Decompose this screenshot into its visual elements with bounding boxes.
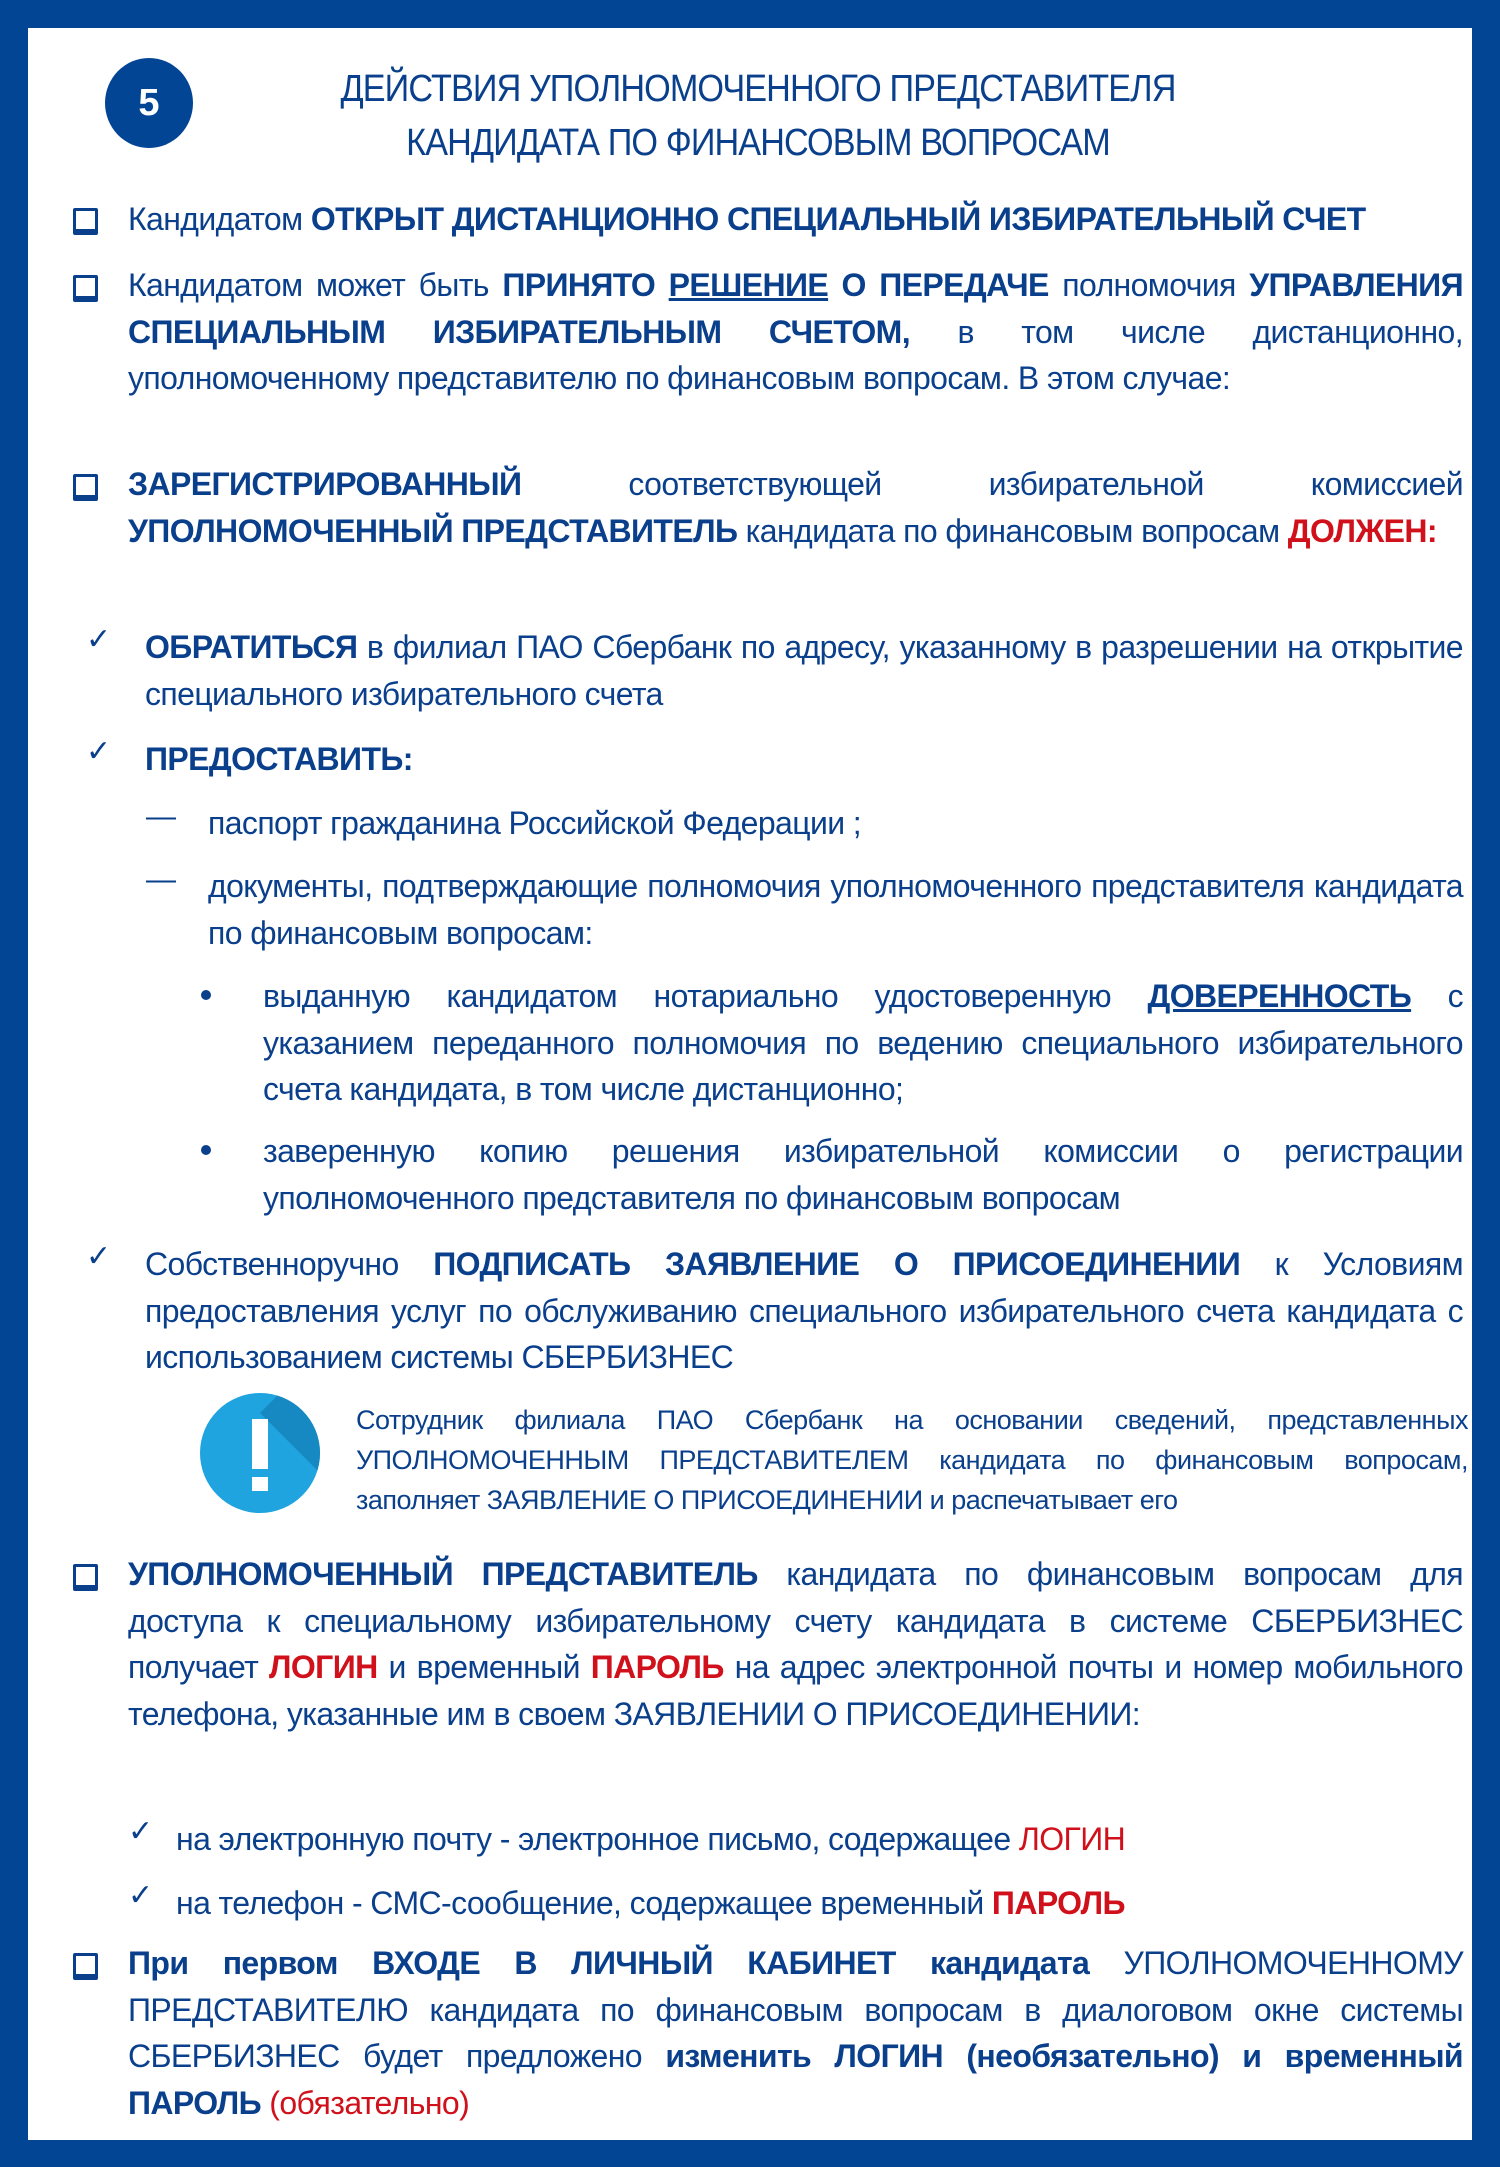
- emphasis: ОТКРЫТ ДИСТАНЦИОННО СПЕЦИАЛЬНЫЙ ИЗБИРАТЕЛЬНЫЙ СЧЕТ: [310, 201, 1366, 237]
- checkmark-icon: ✓: [128, 1879, 154, 1912]
- item-first-login: [128, 1940, 1463, 2126]
- doc-authority: [208, 863, 1463, 956]
- red-emphasis: ПАРОЛЬ: [590, 1649, 724, 1685]
- emphasis: ПРИНЯТО: [502, 267, 669, 303]
- text: Кандидатом может быть: [128, 267, 503, 303]
- checkbox-bullet-icon: [73, 1564, 98, 1591]
- check-email-login: [176, 1816, 1466, 1863]
- red-emphasis: ПАРОЛЬ: [991, 1885, 1125, 1921]
- item-registered-representative: [128, 461, 1463, 554]
- check-sms-password: [176, 1880, 1466, 1927]
- title-line-1: ДЕЙСТВИЯ УПОЛНОМОЧЕННОГО ПРЕДСТАВИТЕЛЯ: [340, 68, 1176, 110]
- checkmark-icon: ✓: [86, 623, 112, 656]
- text: на телефон - СМС-сообщение, содержащее временный: [176, 1885, 992, 1921]
- exclamation-icon: [200, 1393, 320, 1513]
- checkbox-bullet-icon: [73, 1953, 98, 1980]
- doc-power-of-attorney: [263, 973, 1463, 1113]
- emphasis: УПРАВЛЕНИЯ СПЕЦИАЛЬНЫМ ИЗБИРАТЕЛЬНЫМ СЧЕТОМ,: [128, 267, 1463, 350]
- bullet-dot-icon: [201, 1145, 211, 1155]
- checkbox-bullet-icon: [73, 275, 98, 302]
- emphasis: изменить ЛОГИН (необязательно) и временный ПАРОЛЬ: [128, 2038, 1463, 2121]
- doc-passport: [208, 800, 1463, 847]
- red-emphasis: ЛОГИН: [269, 1649, 378, 1685]
- text: кандидата по финансовым вопросам: [737, 512, 1288, 549]
- item-open-account: [128, 196, 1468, 243]
- text: выданную кандидатом нотариально удостоверенную: [263, 978, 1148, 1014]
- checkbox-bullet-icon: [73, 474, 98, 501]
- text: полномочия: [1048, 267, 1250, 303]
- check-provide: [145, 736, 1463, 783]
- doc-commission-decision: [263, 1128, 1463, 1221]
- text: в филиал ПАО Сбербанк по адресу, указанному в разрешении на открытие специального избирательного счета: [145, 629, 1463, 712]
- emphasis: ПРЕДОСТАВИТЬ:: [145, 741, 413, 777]
- text: Кандидатом: [128, 201, 311, 237]
- text: Собственноручно: [145, 1246, 434, 1282]
- dash-bullet-icon: —: [146, 863, 176, 896]
- checkbox-bullet-icon: [73, 208, 98, 235]
- dash-bullet-icon: —: [146, 800, 176, 833]
- red-emphasis: ЛОГИН: [1018, 1821, 1126, 1857]
- red-emphasis: (обязательно): [260, 2084, 470, 2121]
- text: паспорт гражданина Российской Федерации ;: [208, 805, 862, 841]
- item-login-password: [128, 1551, 1463, 1737]
- emphasis: ОБРАТИТЬСЯ: [145, 629, 358, 665]
- emphasis: УПОЛНОМОЧЕННЫЙ ПРЕДСТАВИТЕЛЬ: [128, 512, 738, 549]
- step-number-badge: [105, 58, 193, 148]
- page-sheet: [28, 28, 1472, 2140]
- emphasis: При первом ВХОДЕ В ЛИЧНЫЙ КАБИНЕТ кандидата: [128, 1945, 1090, 1981]
- emphasis: ЗАРЕГИСТРИРОВАННЫЙ: [128, 466, 522, 502]
- text: с указанием переданного полномочия по ведению специального избирательного счета кандидата, в том числе дистанционно;: [263, 978, 1463, 1107]
- notice-text: Сотрудник филиала ПАО Сбербанк на основании сведений, представленных УПОЛНОМОЧЕННЫМ ПРЕДСТАВИТЕЛЕМ кандидата по финансовым вопросам, заполняет ЗАЯВЛЕНИЕ О ПРИСОЕДИНЕНИИ и распечатывает его: [356, 1405, 1468, 1515]
- checkmark-icon: ✓: [128, 1815, 154, 1848]
- checkmark-icon: ✓: [86, 735, 112, 768]
- text: соответствующей избирательной комиссией: [521, 466, 1463, 502]
- check-apply-branch: [145, 624, 1463, 717]
- text: кандидата по финансовым вопросам для доступа к специальному избирательному счету кандидата в системе СБЕРБИЗНЕС получает: [128, 1556, 1463, 1685]
- step-number: 5: [138, 81, 160, 124]
- red-emphasis: ДОЛЖЕН:: [1287, 512, 1437, 549]
- item-transfer-decision: [128, 262, 1463, 402]
- emphasis: О ПЕРЕДАЧЕ: [828, 267, 1049, 303]
- emphasis: УПОЛНОМОЧЕННЫЙ ПРЕДСТАВИТЕЛЬ: [128, 1556, 758, 1592]
- page-title: [254, 62, 1262, 170]
- text: на адрес электронной почты и номер мобильного телефона, указанные им в своем ЗАЯВЛЕНИИ О ПРИСОЕДИНЕНИИ:: [128, 1649, 1463, 1732]
- emphasis: ПОДПИСАТЬ ЗАЯВЛЕНИЕ О ПРИСОЕДИНЕНИИ: [433, 1246, 1241, 1282]
- text: к Условиям предоставления услуг по обслуживанию специального избирательного счета кандидата с использованием системы СБЕРБИЗНЕС: [145, 1246, 1463, 1375]
- title-line-2: КАНДИДАТА ПО ФИНАНСОВЫМ ВОПРОСАМ: [406, 122, 1110, 164]
- text: в том числе дистанционно, уполномоченному представителю по финансовым вопросам. В этом случае:: [128, 313, 1464, 396]
- bullet-dot-icon: [201, 990, 211, 1000]
- check-sign-application: [145, 1241, 1463, 1381]
- text: УПОЛНОМОЧЕННОМУ ПРЕДСТАВИТЕЛЮ кандидата по финансовым вопросам в диалоговом окне системы СБЕРБИЗНЕС будет предложено: [128, 1945, 1463, 2074]
- text: и временный: [377, 1649, 591, 1685]
- text: на электронную почту - электронное письмо, содержащее: [176, 1821, 1019, 1857]
- text: заверенную копию решения избирательной комиссии о регистрации уполномоченного представителя по финансовым вопросам: [263, 1133, 1463, 1216]
- checkmark-icon: ✓: [86, 1240, 112, 1273]
- underlined-emphasis: РЕШЕНИЕ: [668, 267, 829, 303]
- text: документы, подтверждающие полномочия уполномоченного представителя кандидата по финансовым вопросам:: [208, 868, 1463, 951]
- underlined-emphasis: ДОВЕРЕННОСТЬ: [1147, 978, 1412, 1014]
